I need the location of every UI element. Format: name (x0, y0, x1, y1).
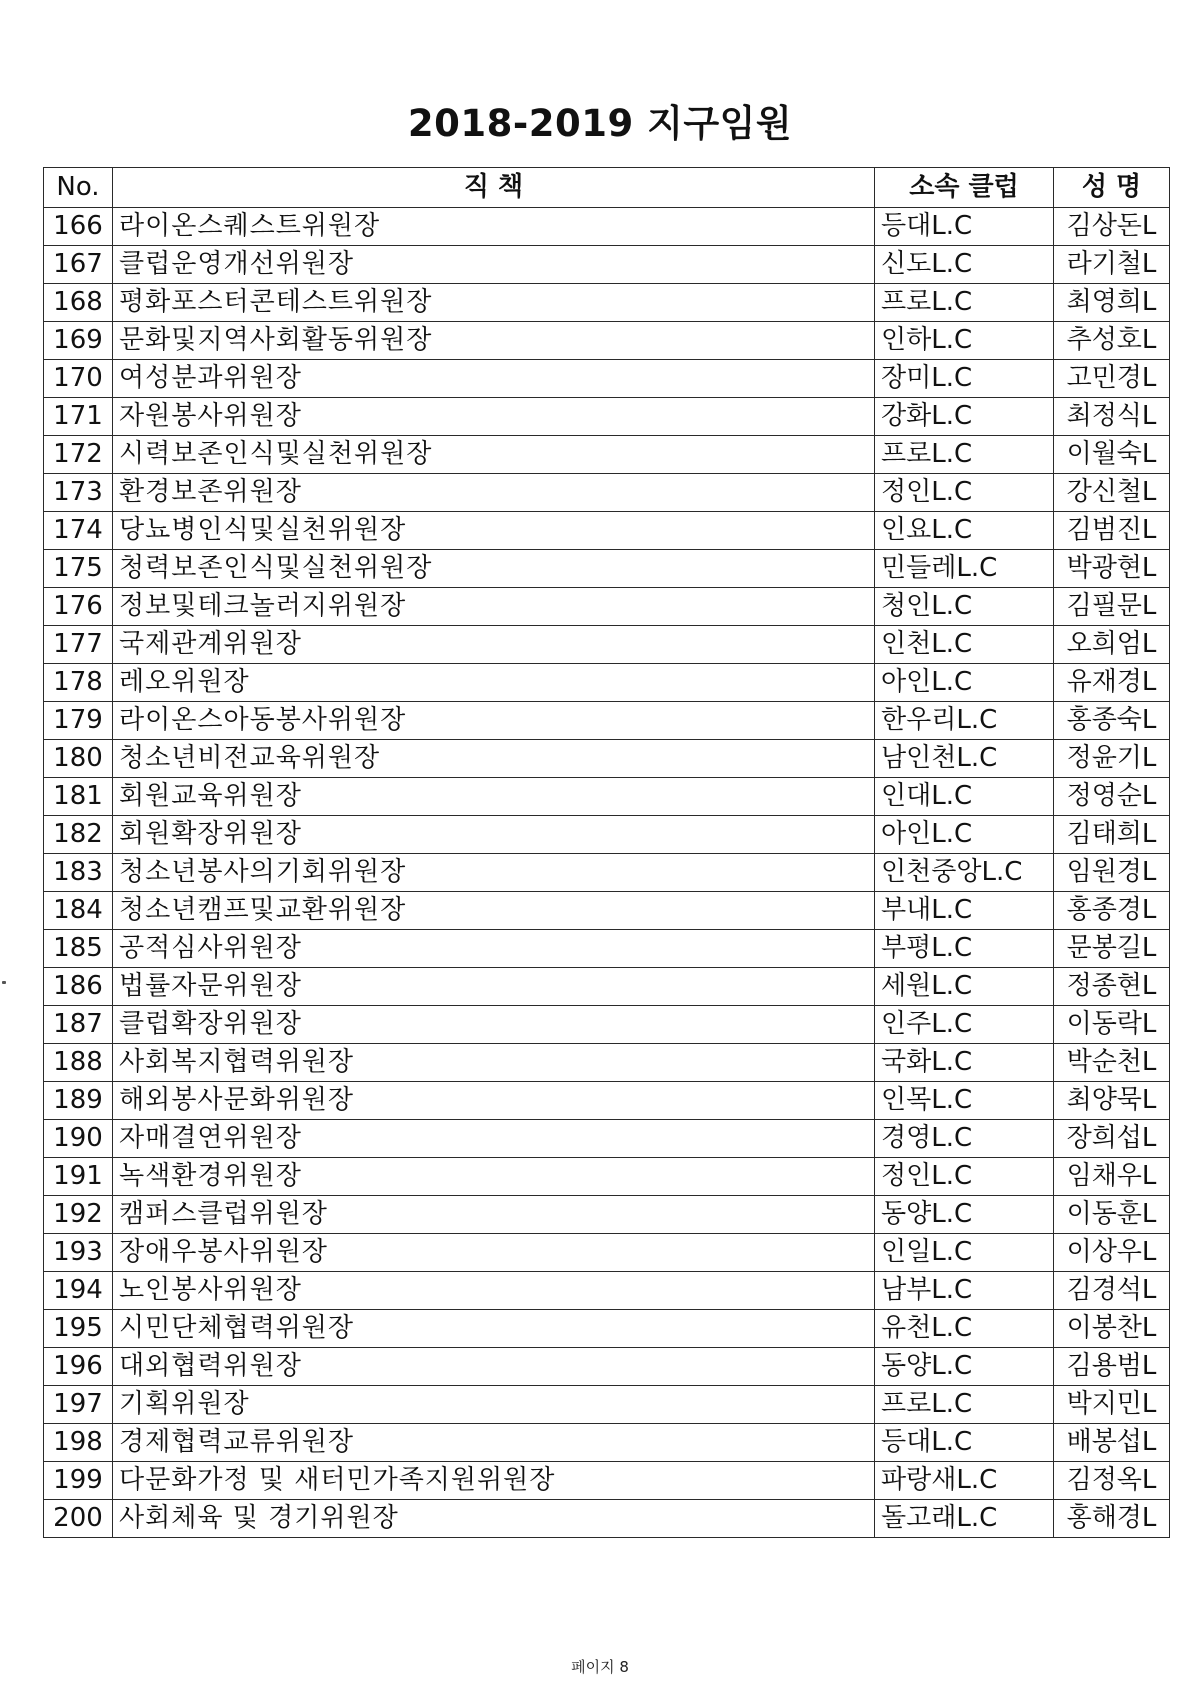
row-number: 193 (44, 1234, 113, 1272)
row-name: 유재경L (1054, 664, 1170, 702)
table-row (44, 588, 1170, 626)
row-name: 임원경L (1054, 854, 1170, 892)
row-number: 181 (44, 778, 113, 816)
table-row (44, 550, 1170, 588)
row-name: 라기철L (1054, 246, 1170, 284)
table-row (44, 1424, 1170, 1462)
row-position: 청소년캠프및교환위원장 (113, 892, 875, 930)
row-name: 이동훈L (1054, 1196, 1170, 1234)
row-club: 강화L.C (875, 398, 1054, 436)
row-name: 정종현L (1054, 968, 1170, 1006)
table-row (44, 740, 1170, 778)
row-number: 170 (44, 360, 113, 398)
row-number: 182 (44, 816, 113, 854)
row-position: 캠퍼스클럽위원장 (113, 1196, 875, 1234)
row-number: 174 (44, 512, 113, 550)
row-position: 장애우봉사위원장 (113, 1234, 875, 1272)
row-position: 경제협력교류위원장 (113, 1424, 875, 1462)
table-row (44, 854, 1170, 892)
row-name: 홍종경L (1054, 892, 1170, 930)
row-club: 등대L.C (875, 1424, 1054, 1462)
row-number: 175 (44, 550, 113, 588)
row-position: 당뇨병인식및실천위원장 (113, 512, 875, 550)
row-name: 이동락L (1054, 1006, 1170, 1044)
row-club: 정인L.C (875, 1158, 1054, 1196)
row-position: 라이온스아동봉사위원장 (113, 702, 875, 740)
row-number: 194 (44, 1272, 113, 1310)
row-position: 자원봉사위원장 (113, 398, 875, 436)
row-number: 200 (44, 1500, 113, 1538)
row-position: 법률자문위원장 (113, 968, 875, 1006)
row-position: 청소년봉사의기회위원장 (113, 854, 875, 892)
row-club: 한우리L.C (875, 702, 1054, 740)
row-position: 자매결연위원장 (113, 1120, 875, 1158)
row-name: 박광현L (1054, 550, 1170, 588)
row-position: 사회체육 및 경기위원장 (113, 1500, 875, 1538)
row-position: 평화포스터콘테스트위원장 (113, 284, 875, 322)
row-club: 인목L.C (875, 1082, 1054, 1120)
row-name: 이상우L (1054, 1234, 1170, 1272)
row-number: 173 (44, 474, 113, 512)
row-name: 오희엄L (1054, 626, 1170, 664)
table-row (44, 436, 1170, 474)
row-number: 168 (44, 284, 113, 322)
row-club: 아인L.C (875, 816, 1054, 854)
row-position: 레오위원장 (113, 664, 875, 702)
row-name: 홍해경L (1054, 1500, 1170, 1538)
table-row (44, 968, 1170, 1006)
table-header-row (44, 168, 1170, 208)
row-position: 사회복지협력위원장 (113, 1044, 875, 1082)
table-row (44, 322, 1170, 360)
row-name: 배봉섭L (1054, 1424, 1170, 1462)
row-number: 180 (44, 740, 113, 778)
table-row (44, 1082, 1170, 1120)
row-position: 다문화가정 및 새터민가족지원위원장 (113, 1462, 875, 1500)
officers-table (43, 167, 1170, 1538)
table-row (44, 246, 1170, 284)
table-row (44, 1462, 1170, 1500)
table-row (44, 1196, 1170, 1234)
row-name: 김경석L (1054, 1272, 1170, 1310)
table-row (44, 778, 1170, 816)
row-position: 문화및지역사회활동위원장 (113, 322, 875, 360)
row-club: 인대L.C (875, 778, 1054, 816)
row-club: 경영L.C (875, 1120, 1054, 1158)
table-row (44, 892, 1170, 930)
row-number: 177 (44, 626, 113, 664)
row-name: 김용범L (1054, 1348, 1170, 1386)
row-club: 부내L.C (875, 892, 1054, 930)
row-name: 김필문L (1054, 588, 1170, 626)
row-position: 클럽확장위원장 (113, 1006, 875, 1044)
row-position: 청력보존인식및실천위원장 (113, 550, 875, 588)
row-name: 임채우L (1054, 1158, 1170, 1196)
table-row (44, 1044, 1170, 1082)
row-number: 179 (44, 702, 113, 740)
row-number: 197 (44, 1386, 113, 1424)
row-position: 시민단체협력위원장 (113, 1310, 875, 1348)
row-name: 최정식L (1054, 398, 1170, 436)
row-number: 169 (44, 322, 113, 360)
row-name: 강신철L (1054, 474, 1170, 512)
row-club: 인요L.C (875, 512, 1054, 550)
row-club: 남인천L.C (875, 740, 1054, 778)
scan-mark (2, 981, 6, 984)
row-club: 동양L.C (875, 1348, 1054, 1386)
table-row (44, 1158, 1170, 1196)
row-number: 176 (44, 588, 113, 626)
row-club: 부평L.C (875, 930, 1054, 968)
row-number: 178 (44, 664, 113, 702)
table-row (44, 512, 1170, 550)
table-row (44, 360, 1170, 398)
row-position: 청소년비전교육위원장 (113, 740, 875, 778)
row-name: 김범진L (1054, 512, 1170, 550)
row-club: 인천중앙L.C (875, 854, 1054, 892)
row-club: 인일L.C (875, 1234, 1054, 1272)
row-name: 고민경L (1054, 360, 1170, 398)
row-position: 해외봉사문화위원장 (113, 1082, 875, 1120)
row-club: 프로L.C (875, 284, 1054, 322)
header-name: 성 명 (1054, 168, 1170, 208)
row-name: 김상돈L (1054, 208, 1170, 246)
row-position: 환경보존위원장 (113, 474, 875, 512)
row-number: 172 (44, 436, 113, 474)
row-name: 이봉찬L (1054, 1310, 1170, 1348)
table-row (44, 1120, 1170, 1158)
page-title: 2018-2019 지구임원 (407, 102, 793, 145)
row-club: 프로L.C (875, 1386, 1054, 1424)
row-name: 박지민L (1054, 1386, 1170, 1424)
row-club: 세원L.C (875, 968, 1054, 1006)
table-row (44, 816, 1170, 854)
table-body (44, 208, 1170, 1538)
row-position: 회원교육위원장 (113, 778, 875, 816)
row-club: 장미L.C (875, 360, 1054, 398)
table-row (44, 208, 1170, 246)
row-number: 190 (44, 1120, 113, 1158)
table-row (44, 1310, 1170, 1348)
row-position: 공적심사위원장 (113, 930, 875, 968)
table-row (44, 702, 1170, 740)
header-position: 직 책 (113, 168, 875, 208)
row-name: 이월숙L (1054, 436, 1170, 474)
table-row (44, 1348, 1170, 1386)
row-name: 김정옥L (1054, 1462, 1170, 1500)
row-club: 동양L.C (875, 1196, 1054, 1234)
row-number: 199 (44, 1462, 113, 1500)
table-row (44, 474, 1170, 512)
row-club: 파랑새L.C (875, 1462, 1054, 1500)
table-row (44, 1386, 1170, 1424)
header-no: No. (44, 168, 113, 208)
row-position: 기획위원장 (113, 1386, 875, 1424)
row-number: 183 (44, 854, 113, 892)
row-club: 인주L.C (875, 1006, 1054, 1044)
row-club: 프로L.C (875, 436, 1054, 474)
row-number: 186 (44, 968, 113, 1006)
table-row (44, 284, 1170, 322)
row-number: 187 (44, 1006, 113, 1044)
row-position: 시력보존인식및실천위원장 (113, 436, 875, 474)
row-club: 돌고래L.C (875, 1500, 1054, 1538)
row-club: 인하L.C (875, 322, 1054, 360)
row-position: 라이온스퀘스트위원장 (113, 208, 875, 246)
table-row (44, 1500, 1170, 1538)
row-number: 191 (44, 1158, 113, 1196)
row-position: 대외협력위원장 (113, 1348, 875, 1386)
row-number: 198 (44, 1424, 113, 1462)
row-position: 클럽운영개선위원장 (113, 246, 875, 284)
row-club: 유천L.C (875, 1310, 1054, 1348)
row-name: 문봉길L (1054, 930, 1170, 968)
header-club: 소속 클럽 (875, 168, 1054, 208)
row-club: 국화L.C (875, 1044, 1054, 1082)
table-row (44, 626, 1170, 664)
row-club: 남부L.C (875, 1272, 1054, 1310)
table-row (44, 1006, 1170, 1044)
table-row (44, 930, 1170, 968)
row-position: 노인봉사위원장 (113, 1272, 875, 1310)
row-name: 최영희L (1054, 284, 1170, 322)
table-row (44, 664, 1170, 702)
row-name: 박순천L (1054, 1044, 1170, 1082)
row-position: 국제관계위원장 (113, 626, 875, 664)
row-club: 민들레L.C (875, 550, 1054, 588)
row-club: 신도L.C (875, 246, 1054, 284)
row-number: 167 (44, 246, 113, 284)
row-number: 184 (44, 892, 113, 930)
row-number: 185 (44, 930, 113, 968)
row-club: 인천L.C (875, 626, 1054, 664)
row-club: 등대L.C (875, 208, 1054, 246)
page-number: 페이지 8 (571, 1658, 629, 1676)
row-position: 회원확장위원장 (113, 816, 875, 854)
row-number: 166 (44, 208, 113, 246)
row-position: 여성분과위원장 (113, 360, 875, 398)
table-row (44, 1234, 1170, 1272)
row-number: 195 (44, 1310, 113, 1348)
row-name: 최양묵L (1054, 1082, 1170, 1120)
table-row (44, 1272, 1170, 1310)
row-position: 정보및테크놀러지위원장 (113, 588, 875, 626)
row-number: 189 (44, 1082, 113, 1120)
row-name: 정윤기L (1054, 740, 1170, 778)
row-number: 171 (44, 398, 113, 436)
row-club: 정인L.C (875, 474, 1054, 512)
row-name: 추성호L (1054, 322, 1170, 360)
row-club: 아인L.C (875, 664, 1054, 702)
row-name: 김태희L (1054, 816, 1170, 854)
row-club: 청인L.C (875, 588, 1054, 626)
table-row (44, 398, 1170, 436)
row-name: 장희섭L (1054, 1120, 1170, 1158)
row-name: 홍종숙L (1054, 702, 1170, 740)
row-number: 192 (44, 1196, 113, 1234)
row-number: 188 (44, 1044, 113, 1082)
row-position: 녹색환경위원장 (113, 1158, 875, 1196)
row-number: 196 (44, 1348, 113, 1386)
row-name: 정영순L (1054, 778, 1170, 816)
